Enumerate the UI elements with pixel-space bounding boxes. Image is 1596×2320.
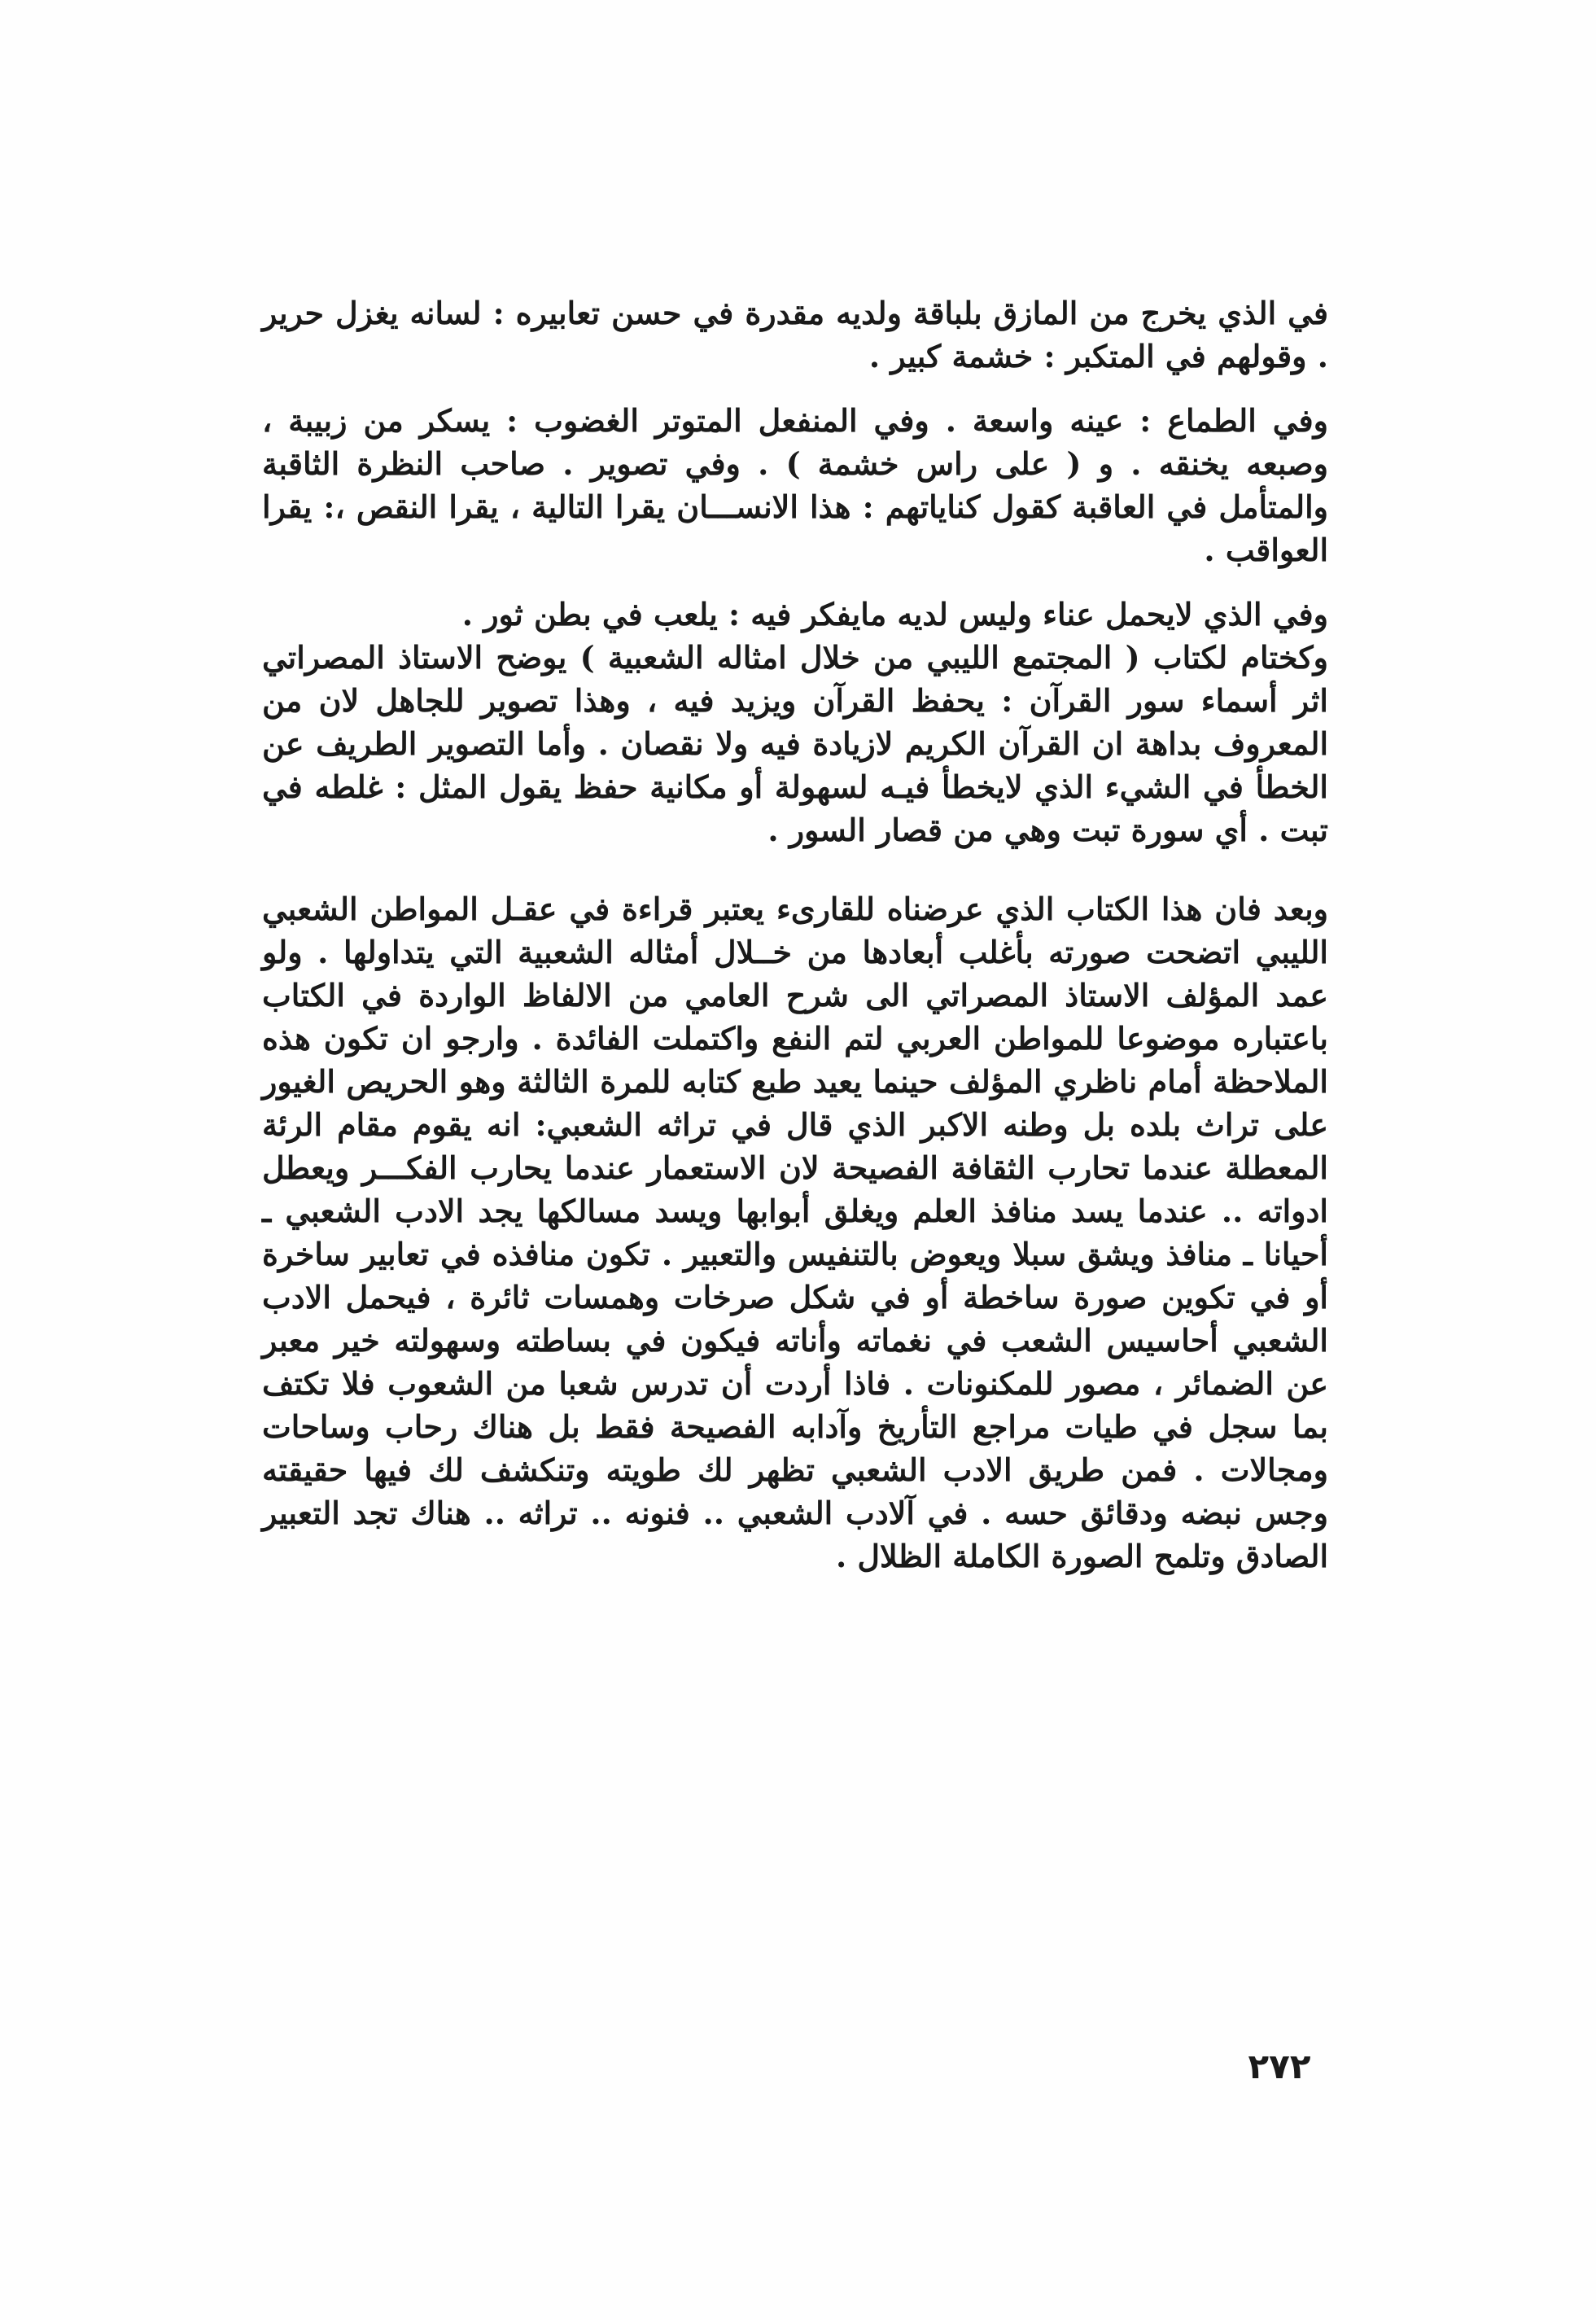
page-number: ٢٧٢ <box>1248 2046 1311 2086</box>
paragraph-3: وفي الذي لايحمل عناء وليس لديه مايفكر فيه : يلعب في بطن ثور . <box>461 596 1328 633</box>
paragraph-4: وكختام لكتاب ( المجتمع الليبي من خلال امثاله الشعبية ) يوضح الاستاذ المصراتي اثر أسماء سور القرآن : يحفظ القرآن ويزيد فيه ، وهذا تصوير للجاهل لان من المعروف بداهة ان القرآن الكريم لازيادة فيه ولا نقصان . وأما التصوير الطريف عن الخطأ في الشيء الذي لايخطأ فيـه لسهولة أو مكانية حفظ يقول المثل : غلطه في تبت . أي سورة تبت وهي من قصار السور . <box>262 639 1328 848</box>
paragraph-2: وفي الطماع : عينه واسعة . وفي المنفعل المتوتر الغضوب : يسكر من زبيبة ، وصبعه يخنقه . و ( على راس خشمة ) . وفي تصوير . صاحب النظرة الثاقبة والمتأمل في العاقبة كقول كناياتهم : هذا الانســـان يقرا التالية ، يقرا النقص ،: يقرا العواقب . <box>262 402 1328 568</box>
paragraph-5: وبعد فان هذا الكتاب الذي عرضناه للقارىء يعتبر قراءة في عقـل المواطن الشعبي الليبي اتضحت صورته بأغلب أبعادها من خــلال أمثاله الشعبية التي يتداولها . ولو عمد المؤلف الاستاذ المصراتي الى شرح العامي من الالفاظ الواردة في الكتاب باعتباره موضوعا للمواطن العربي لتم النفع واكتملت الفائدة . وارجو ان تكون هذه الملاحظة أمام ناظري المؤلف حينما يعيد طبع كتابه للمرة الثالثة وهو الحريص الغيور على تراث بلده بل وطنه الاكبر الذي قال في تراثه الشعبي: انه يقوم مقام الرئة المعطلة عندما تحارب الثقافة الفصيحة لان الاستعمار عندما يحارب الفكـــر ويعطل ادواته .. عندما يسد منافذ العلم ويغلق أبوابها ويسد مسالكها يجد الادب الشعبي ـ أحيانا ـ منافذ ويشق سبلا ويعوض بالتنفيس والتعبير . تكون منافذه في تعابير ساخرة أو في تكوين صورة ساخطة أو في شكل صرخات وهمسات ثائرة ، فيحمل الادب الشعبي أحاسيس الشعب في نغماته وأناته فيكون في بساطته وسهولته خير معبر عن الضمائر ، مصور للمكنونات . فاذا أردت أن تدرس شعبا من الشعوب فلا تكتف بما سجل في طيات مراجع التأريخ وآدابه الفصيحة فقط بل هناك رحاب وساحات ومجالات . فمن طريق الادب الشعبي تظهر لك طويته وتنكشف لك فيها حقيقته وجس نبضه ودقائق حسه . في آلادب الشعبي .. فنونه .. تراثه .. هناك تجد التعبير الصادق وتلمح الصورة الكاملة الظلال . <box>262 891 1328 1574</box>
body-text <box>262 291 1328 1578</box>
paragraph-1: في الذي يخرج من المازق بلباقة ولديه مقدرة في حسن تعابيره : لسانه يغزل حرير . وقولهم في المتكبر : خشمة كبير . <box>262 295 1328 374</box>
